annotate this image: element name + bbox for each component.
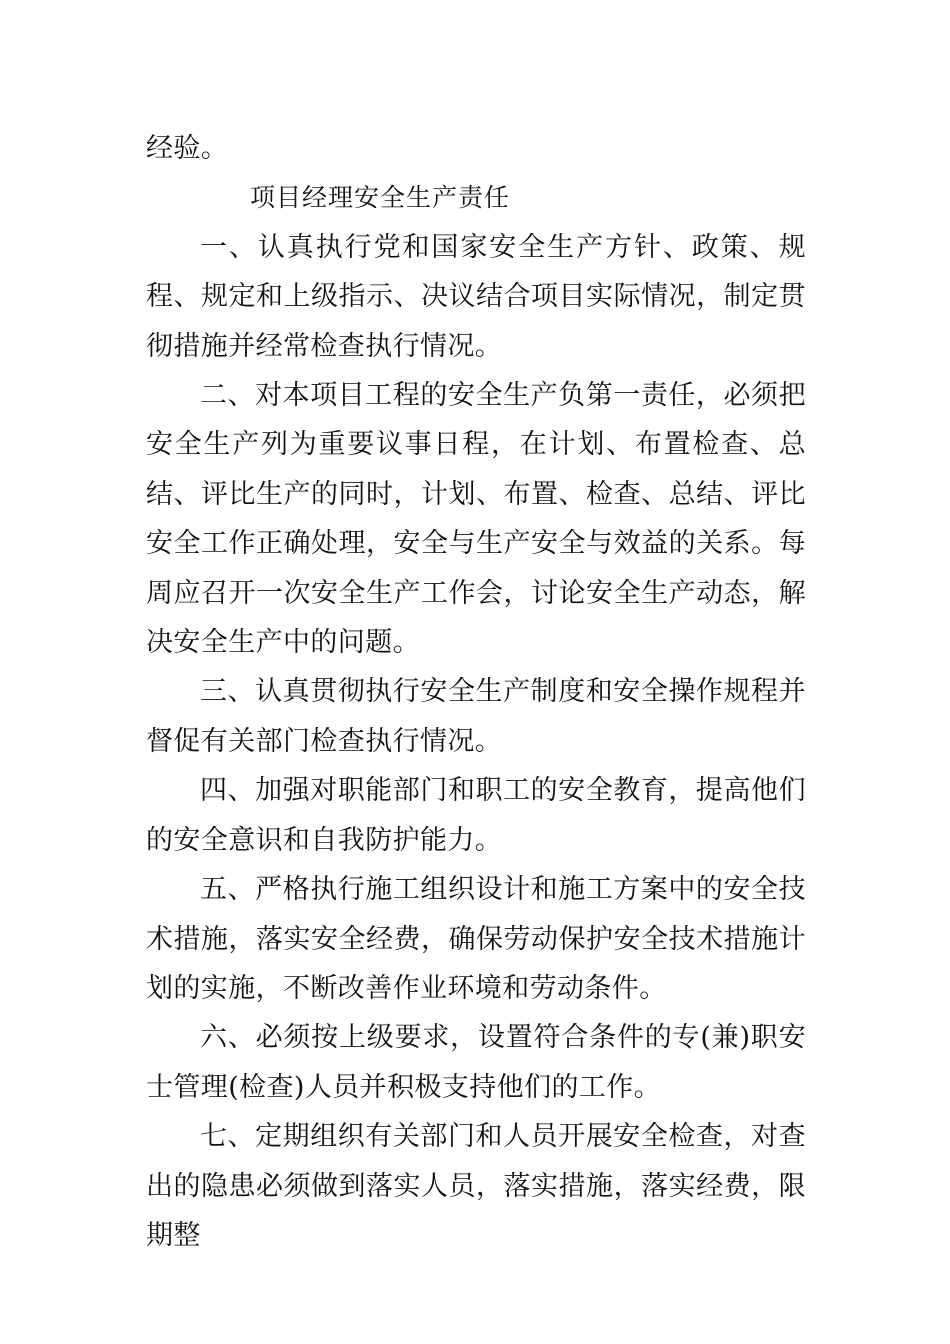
paragraph-3: 三、认真贯彻执行安全生产制度和安全操作规程并督促有关部门检查执行情况。 [146, 676, 806, 757]
paragraph-6: 六、必须按上级要求，设置符合条件的专(兼)职安士管理(检查)人员并积极支持他们的工作。 [146, 1022, 806, 1103]
paragraph-1: 一、认真执行党和国家安全生产方针、政策、规程、规定和上级指示、决议结合项目实际情况，制定贯彻措施并经常检查执行情况。 [146, 231, 806, 362]
paragraph-2: 二、对本项目工程的安全生产负第一责任，必须把安全生产列为重要议事日程，在计划、布置检查、总结、评比生产的同时，计划、布置、检查、总结、评比安全工作正确处理，安全与生产安全与效益的关系。每周应召开一次安全生产工作会，讨论安全生产动态，解决安全生产中的问题。 [146, 380, 806, 659]
paragraph-7: 七、定期组织有关部门和人员开展安全检查，对查出的隐患必须做到落实人员，落实措施，落实经费，限期整 [146, 1121, 806, 1251]
document-body [146, 124, 806, 1260]
section-heading: 项目经理安全生产责任 [250, 183, 511, 213]
paragraph-5: 五、严格执行施工组织设计和施工方案中的安全技术措施，落实安全经费，确保劳动保护安全技术措施计划的实施，不断改善作业环境和劳动条件。 [146, 874, 806, 1004]
continuation-text: 经验。 [146, 133, 229, 164]
paragraph-4: 四、加强对职能部门和职工的安全教育，提高他们的安全意识和自我防护能力。 [146, 775, 806, 856]
